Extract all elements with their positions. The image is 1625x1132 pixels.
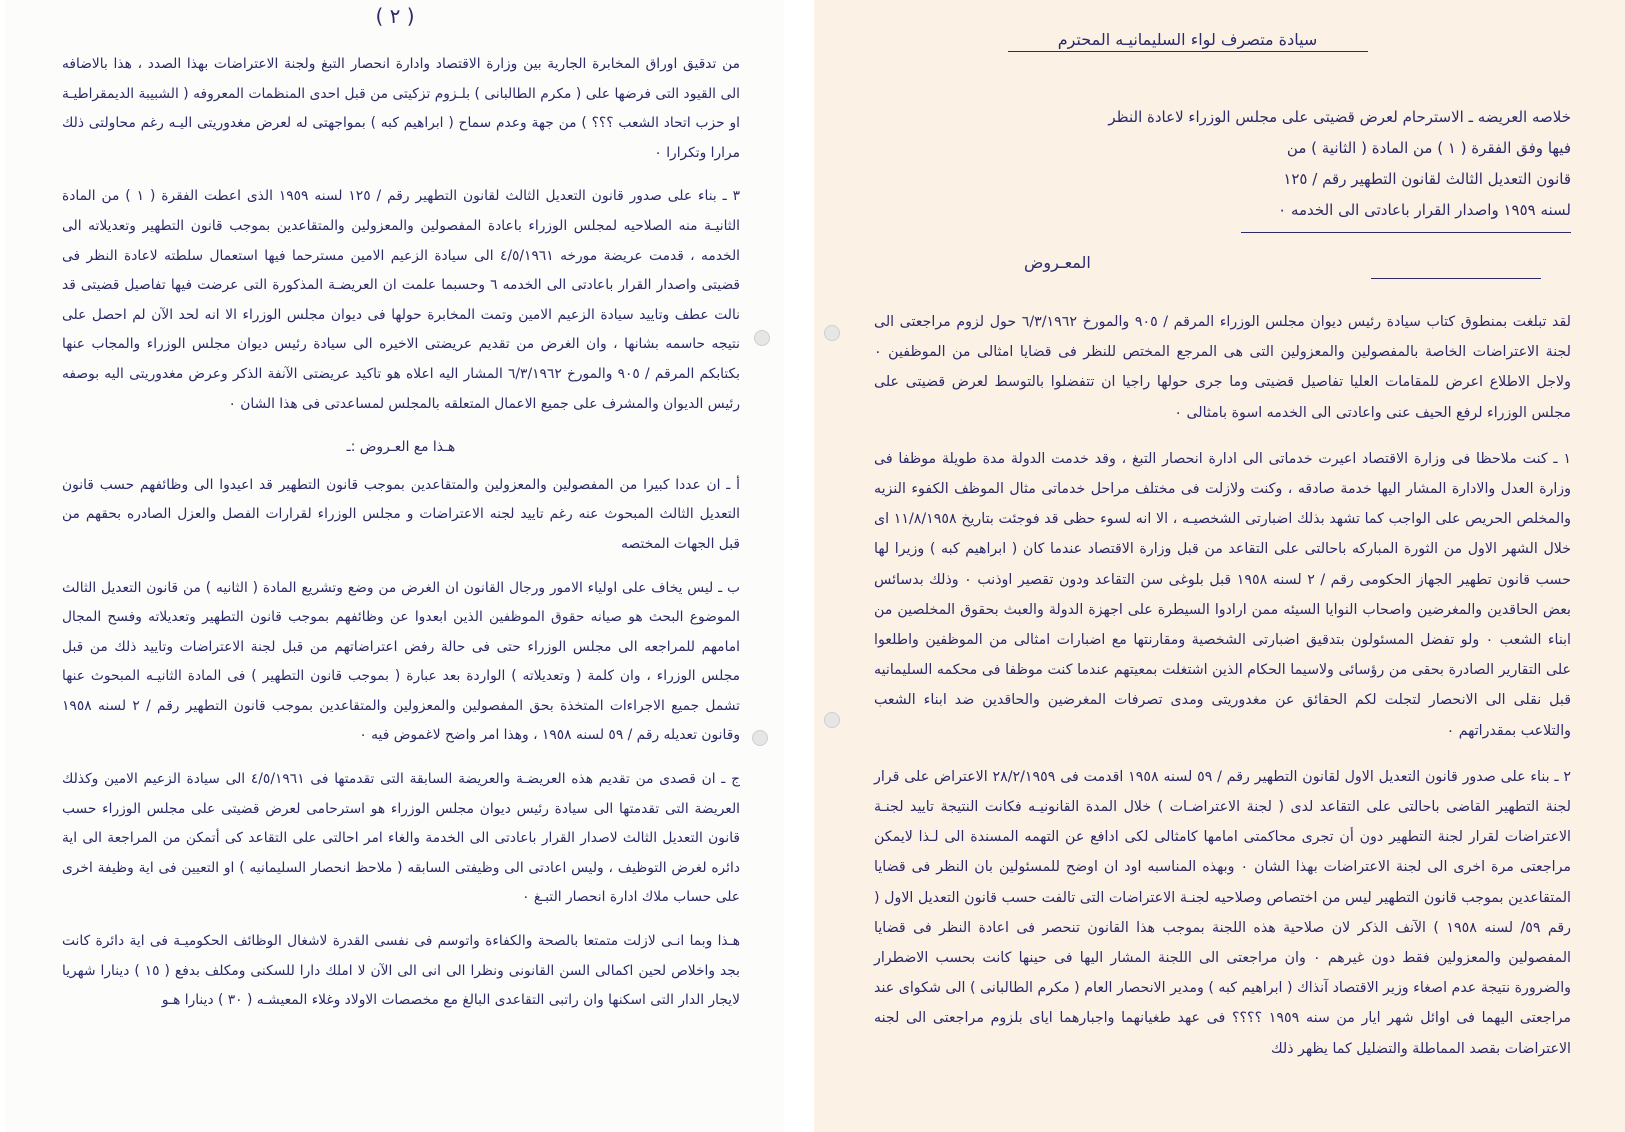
addressee-text: سيادة متصرف لواء السليمانيـه المحترم: [1057, 30, 1318, 49]
addressee-underline: [1008, 51, 1368, 52]
summary-line-2: فيها وفق الفقرة ( ١ ) من المادة ( الثانية ) من: [1286, 139, 1571, 157]
page-number: ( ٢ ): [375, 4, 415, 28]
right-paragraph-intro: لقد تبلغت بمنطوق كتاب سيادة رئيس ديوان مجلس الوزراء المرقم / ٩٠٥ والمورخ ٦/٣/١٩٦٢ حول لزوم مراجعتى الى لجنة الاعتراضات الخاصة بالمفصولين والمعزولين التى هى المرجع المختص للنظر فى قضايا امثالى من الموظفين ٠ ولاجل الاطلاع اعرض للمقامات العليا تفاصيل قضيتى وما جرى حولها راجيا ان تتفضلوا بالتوسط لعرض قضيتى على مجلس الوزراء لرفع الحيف عنى واعادتى الى الخدمه اسوة بامثالى ٠: [874, 314, 1571, 421]
summary-underline: [1241, 232, 1571, 233]
summary-line-4: لسنه ١٩٥٩ واصدار القرار باعادتى الى الخدمه ٠: [1278, 201, 1571, 219]
summary-line-1: خلاصه العريضه ـ الاسترحام لعرض قضيتى على مجلس الوزراء لاعادة النظر: [1108, 108, 1571, 126]
petition-summary: [1101, 102, 1571, 233]
submitted-heading: [874, 253, 1541, 279]
left-page: [6, 0, 784, 1132]
left-paragraph-c: ج ـ ان قصدى من تقديم هذه العريضـة والعريضة السابقة التى تقدمتها فى ٤/٥/١٩٦١ الى سيادة الزعيم الامين وكذلك العريضة التى تقدمتها الى سيادة رئيس ديوان مجلس الوزراء هو استرحامى لعرض قضيتى على مجلس الوزراء حسب قانون التعديل الثالث لاصدار القرار باعادتى الى الخدمة والغاء امر احالتى على التقاعد كى أتمكن من المراجعة الى اية دائره لغرض التوظيف ، وليس اعادتى الى وظيفتى السابقه ( ملاحظ انحصار السليمانيه ) او التعيين فى اية وظيفة اخرى على حساب ملاك ادارة انحصار التبـغ ٠: [62, 771, 740, 906]
punch-hole: [754, 330, 770, 346]
left-paragraph-2: ٣ ـ بناء على صدور قانون التعديل الثالث لقانون التطهير رقم / ١٢٥ لسنه ١٩٥٩ الذى اعطت الفقرة ( ١ ) من المادة الثانيـة منه الصلاحيه لمجلس الوزراء باعادة المفصولين والمعزولين والمتقاعدين بموجب قانون التطهير وتعديلاته الى الخدمه ، قدمت عريضة مورخه ٤/٥/١٩٦١ الى سيادة الزعيم الامين مسترحما فيها استعمال سلطته لاعادة النظر فى قضيتى واصدار القرار باعادتى الى الخدمه ٦ وحسبما علمت ان العريضـة المذكورة التى عرضت فيها تفاصيل قضيتى قد نالت عطف وتاييد سيادة الزعيم الامين وتمت المخابرة حولها فى ديوان مجلس الوزراء الا انه لحد الآن لم احصل على نتيجه حاسمه بشانها ، وان الغرض من تقديم عريضتى الاخيره الى سيادة رئيس ديوان مجلس الوزراء والمجاب عنها بكتابكم المرقم / ٩٠٥ والمورخ ٦/٣/١٩٦٢ المشار اليه اعلاه هو تاكيد عريضتى الآنفة الذكر وعرض مغدوريتى اليه بوصفه رئيس الديوان والمشرف على جميع الاعمال المتعلقه بالمجلس لمساعدتى فى هذا الشان ٠: [62, 188, 741, 412]
submitted-text: المعـروض: [1024, 253, 1091, 272]
right-page: [814, 0, 1625, 1132]
left-paragraph-heading: هـذا مع العـروض :ـ: [346, 439, 456, 456]
addressee: [874, 30, 1571, 52]
punch-hole: [824, 712, 840, 728]
left-paragraph-a: أ ـ ان عددا كبيرا من المفصولين والمعزولين والمتقاعدين بموجب قانون التطهير قد اعيدوا الى وظائفهم حسب قانون التعديل الثالث المبحوث عنه رغم تاييد لجنه الاعتراضات و مجلس الوزراء لقرارات الفصل والعزل الصادره بحقهم من قبل الجهات المختصه: [62, 476, 740, 552]
left-paragraph-final: هـذا وبما انـى لازلت متمتعا بالصحة والكفاءة واتوسم فى نفسى القدرة لاشغال الوظائف الحكوميـة فى اية دائرة كانت بجد واخلاص لحين اكمالى السن القانونى ونظرا الى انى الى الآن لا املك دارا للسكنى ومكلف بدفع ( ١٥ ) دينارا شهريا لايجار الدار التى اسكنها وان راتبى التقاعدى البالغ مع مخصصات الاولاد وغلاء المعيشـه ( ٣٠ ) دينارا هـو: [62, 933, 740, 1009]
summary-line-3: قانون التعديل الثالث لقانون التطهير رقم / ١٢٥: [1283, 170, 1571, 188]
right-paragraph-1: ١ ـ كنت ملاحظا فى وزارة الاقتصاد اعيرت خدماتى الى ادارة انحصار التبغ ، وقد خدمت الدولة مدة طويلة موظفا فى وزارة العدل والادارة المشار اليها خدمة صادقه ، وكنت ولازلت فى مختلف مراحل خدماتى مثال الموظف الكفوء النزيه والمخلص الحريص على الواجب كما تشهد بذلك اضبارتى الشخصيـه ، الا انه لسوء حظى قد فوجئت بتاريخ ١١/٨/١٩٥٨ اى خلال الشهر الاول من الثورة المباركه باحالتى على التقاعد من قبل وزارة الاقتصاد عندما كان ( ابراهيم كبه ) وزيرا لها حسب قانون تطهير الجهاز الحكومى رقم / ٢ لسنه ١٩٥٨ قبل بلوغى سن التقاعد ودون تقصير اوذنب ٠ وذلك بدسائس بعض الحاقدين والمغرضين واصحاب النوايا السيئه ممن ارادوا السيطرة على اجهزة الدولة والعبث بحقوق المخلصين من ابناء الشعب ٠ ولو تفضل المسئولون بتدقيق اضبارتى الشخصية ومقارنتها مع اضبارات امثالى من الموظفين واطلعوا على التقارير الصادرة بحقى من رؤسائى ولاسيما الحكام الذين اشتغلت بمعيتهم عندما كنت موظفا فى محكمه السليمانيه قبل نقلى الى الانحصار لتجلت لكم الحقائق عن مغدوريتى ومدى تصرفات المغرضين والحاقدين ضد ابناء الشعب والتلاعب بمقدراتهم ٠: [874, 450, 1571, 739]
right-paragraph-2: ٢ ـ بناء على صدور قانون التعديل الاول لقانون التطهير رقم / ٥٩ لسنه ١٩٥٨ اقدمت فى ٢٨/٢/١٩٥٩ الاعتراض على قرار لجنة التطهير القاضى باحالتى على التقاعد لدى ( لجنة الاعتراضـات ) خلال المدة القانونيـه فكانت النتيجة تاييد لجنـة الاعتراضات لقرار لجنة التطهير دون أن تجرى محاكمتى امامها كامثالى لكى ادافع عن التهمه المسندة الى لـذا لايمكن مراجعتى مرة اخرى الى لجنة الاعتراضات بهذا الشان ٠ وبهذه المناسبه اود ان اوضح للمسئولين بان النظر فى قضايا المتقاعدين بموجب قانون التطهير ليس من اختصاص وصلاحيه لجنـة الاعتراضات التى تالفت حسب قانون التعديل الاول ( رقم ٥٩/ لسنه ١٩٥٨ ) الآنف الذكر لان صلاحية هذه اللجنة بموجب هذا القانون تنحصر فى اعادة النظر فى قضايا المفصولين والمعزولين فقط دون غيرهم ٠ وان مراجعتى الى اللجنة المشار اليها فى حينها كانت بحسب الاضطرار والضرورة نتيجة عدم اصغاء وزير الاقتصاد آنذاك ( ابراهيم كبه ) ومدير الانحصار العام ( مكرم الطالبانى ) الى شكواى عند مراجعتى اليهما فى اوائل شهر ايار من سنه ١٩٥٩ ؟؟؟؟ فى عهد طغيانهما واجبارهما اياى بلزوم مراجعتى الى لجنه الاعتراضات بقصد المماطلة والتضليل كما يظهر ذلك: [874, 768, 1572, 1057]
submitted-underline: [1371, 278, 1541, 279]
left-paragraph-b: ب ـ ليس يخاف على اولياء الامور ورجال القانون ان الغرض من وضع وتشريع المادة ( الثانيه ) من قانون التعديل الثالث الموضوع البحث هو صيانه حقوق الموظفين الذين ابعدوا عن وظائفهم بموجب قانون التطهير وتعديلاته وفسح المجال امامهم للمراجعه الى مجلس الوزراء حتى فى حالة رفض اعتراضاتهم من قبل لجنة الاعتراضات وتاييد ذلك من قبل مجلس الوزراء ، وان كلمة ( وتعديلاته ) الواردة بعد عبارة ( بموجب قانون التطهير ) فى المادة الثانيـه المبحوث عنها تشمل جميع الاجراءات المتخذة بحق المفصولين والمعزولين والمتقاعدين بموجب قانون التطهير رقم / ٢ لسنه ١٩٥٨ وقانون تعديله رقم / ٥٩ لسنه ١٩٥٨ ، وهذا امر واضح لاغموض فيه ٠: [62, 579, 741, 744]
punch-hole: [752, 730, 768, 746]
punch-hole: [824, 325, 840, 341]
left-paragraph-1: من تدقيق اوراق المخابرة الجارية بين وزارة الاقتصاد وادارة انحصار التبغ ولجنة الاعتراضات بهذا الصدد ، هذا بالاضافه الى القيود التى فرضها على ( مكرم الطالبانى ) بلـزوم تزكيتى من قبل احدى المنظمات المعروفه ( الشبيبة الديمقراطيـة او حزب اتحاد الشعب ؟؟؟ ) من جهة وعدم سماح ( ابراهيم كبه ) بمواجهتى له لعرض مغدوريتى اليـه رغم محاولتى ذلك مرارا وتكرارا ٠: [62, 56, 740, 161]
